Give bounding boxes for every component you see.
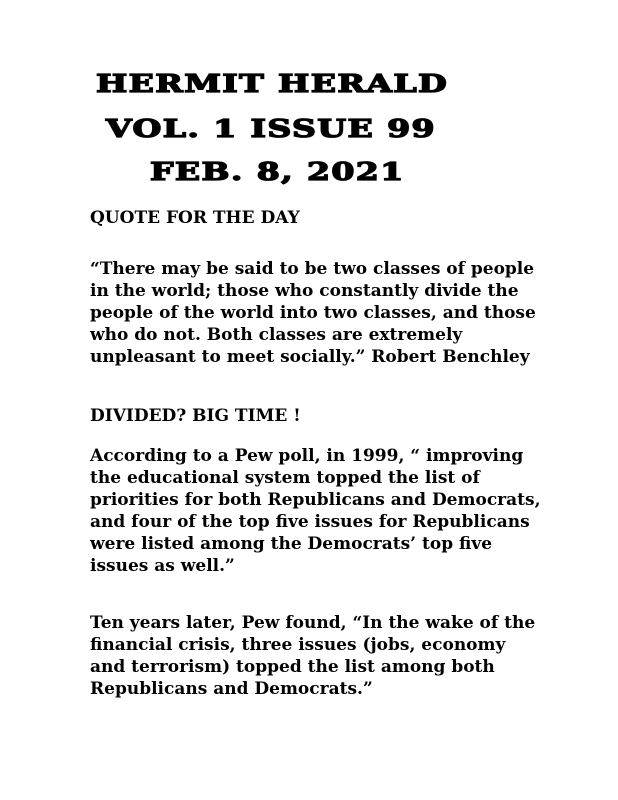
paragraph-line: and terrorism) topped the list among both [90, 657, 495, 677]
quote-paragraph [90, 258, 590, 368]
quote-line: unpleasant to meet socially.” Robert Benchley [90, 347, 530, 367]
pew-1999-paragraph [90, 445, 590, 577]
paragraph-line: financial crisis, three issues (jobs, economy [90, 635, 506, 655]
quote-line: “There may be said to be two classes of people [90, 259, 535, 279]
paragraph-line: issues as well.” [90, 556, 235, 576]
quote-line: in the world; those who constantly divide the [90, 281, 519, 301]
paragraph-line: were listed among the Democrats’ top five [90, 534, 493, 554]
paragraph-line: the educational system topped the list of [90, 468, 480, 488]
quote-line: who do not. Both classes are extremely [90, 325, 463, 345]
masthead-date: FEB. 8, 2021 [150, 157, 405, 186]
divided-heading: DIVIDED? BIG TIME ! [90, 406, 301, 426]
masthead-title: HERMIT HERALD [96, 69, 449, 98]
quote-line: people of the world into two classes, and those [90, 303, 536, 323]
quote-heading: QUOTE FOR THE DAY [90, 208, 300, 228]
pew-2009-paragraph [90, 612, 590, 700]
paragraph-line: Republicans and Democrats.” [90, 679, 373, 699]
paragraph-line: priorities for both Republicans and Democrats, [90, 490, 541, 510]
paragraph-line: Ten years later, Pew found, “In the wake of the [90, 613, 536, 633]
paragraph-line: and four of the top five issues for Republicans [90, 512, 530, 532]
masthead-issue: VOL. 1 ISSUE 99 [106, 114, 436, 143]
paragraph-line: According to a Pew poll, in 1999, “ improving [90, 446, 524, 466]
